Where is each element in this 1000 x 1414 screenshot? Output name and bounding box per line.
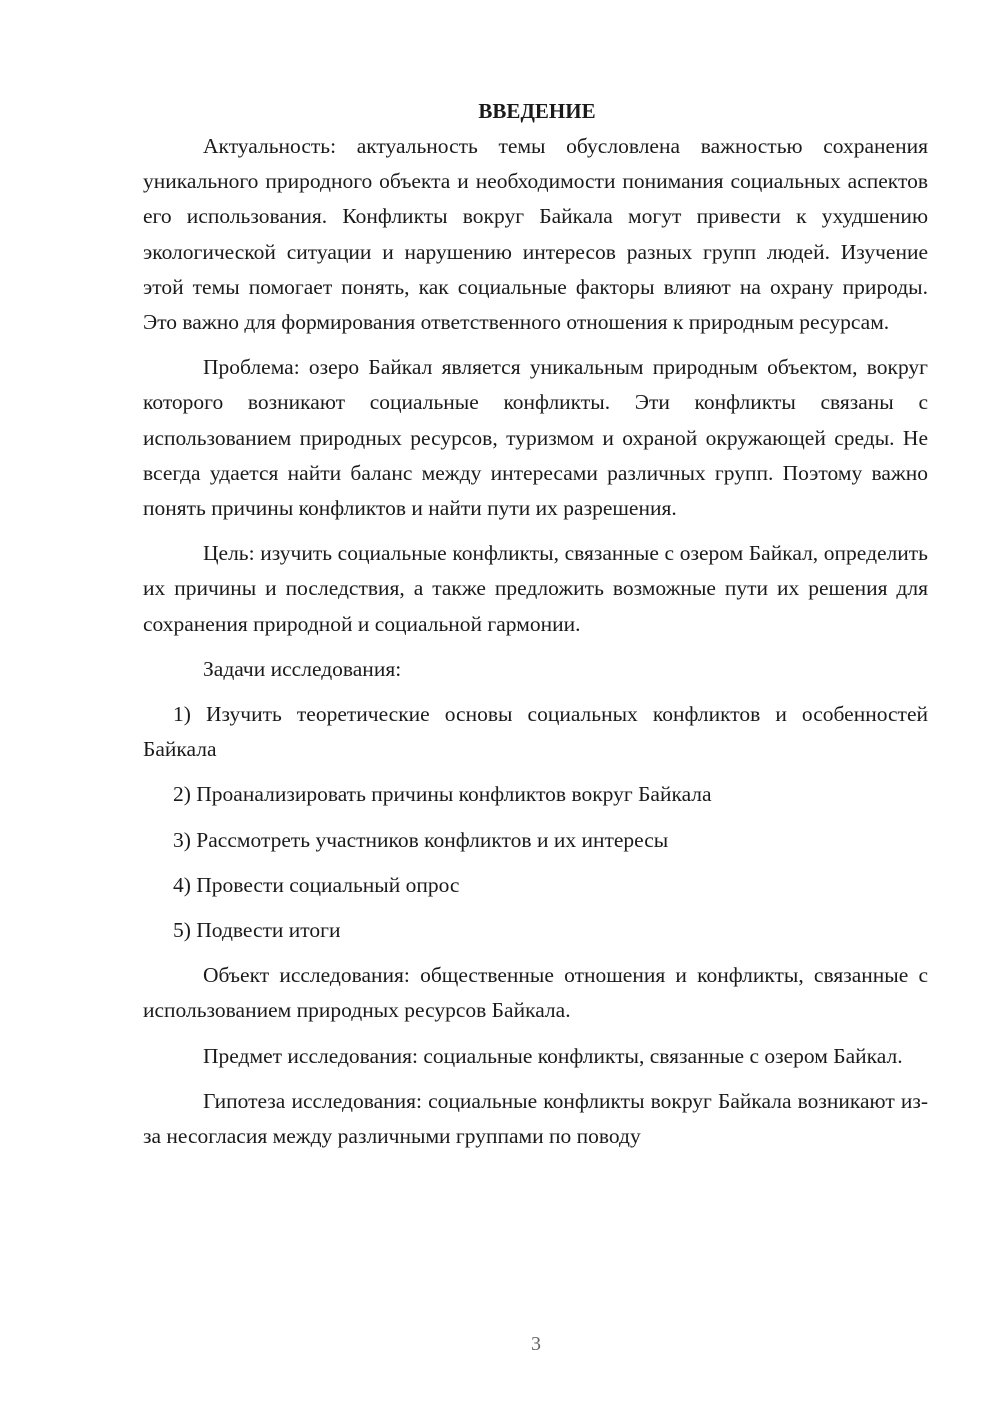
section-heading: ВВЕДЕНИЕ — [478, 99, 596, 123]
paragraph-relevance: Актуальность: актуальность темы обусловлена важностью сохранения уникального природного объекта и необходимости понимания социальных аспектов его использования. Конфликты вокруг Байкала могут привести к ухудшению экологической ситуации и нарушению интересов разных групп людей. Изучение этой темы помогает понять, как социальные факторы влияют на охрану природы. Это важно для формирования ответственного отношения к природным ресурсам. — [143, 134, 928, 335]
paragraph-subject: Предмет исследования: социальные конфликты, связанные с озером Байкал. — [203, 1043, 903, 1068]
task-item-5: 5) Подвести итоги — [173, 918, 341, 943]
paragraph-tasks-intro: Задачи исследования: — [203, 656, 402, 681]
task-item-1: 1) Изучить теоретические основы социальных конфликтов и особенностей Байкала — [143, 702, 928, 762]
paragraph-goal: Цель: изучить социальные конфликты, связанные с озером Байкал, определить их причины и последствия, а также предложить возможные пути их решения для сохранения природной и социальной гармонии. — [143, 541, 928, 636]
paragraph-object: Объект исследования: общественные отношения и конфликты, связанные с использованием природных ресурсов Байкала. — [143, 963, 928, 1023]
task-item-4: 4) Провести социальный опрос — [173, 872, 460, 897]
paragraph-hypothesis: Гипотеза исследования: социальные конфликты вокруг Байкала возникают из-за несогласия между различными группами по поводу — [143, 1088, 928, 1149]
document-page — [143, 94, 928, 1154]
task-item-3: 3) Рассмотреть участников конфликтов и их интересы — [173, 827, 669, 852]
task-item-2: 2) Проанализировать причины конфликтов вокруг Байкала — [173, 782, 712, 807]
page-number: 3 — [531, 1333, 541, 1355]
paragraph-problem: Проблема: озеро Байкал является уникальным природным объектом, вокруг которого возникают социальные конфликты. Эти конфликты связаны с использованием природных ресурсов, туризмом и охраной окружающей среды. Не всегда удается найти баланс между интересами различных групп. Поэтому важно понять причины конфликтов и найти пути их разрешения. — [143, 355, 928, 521]
